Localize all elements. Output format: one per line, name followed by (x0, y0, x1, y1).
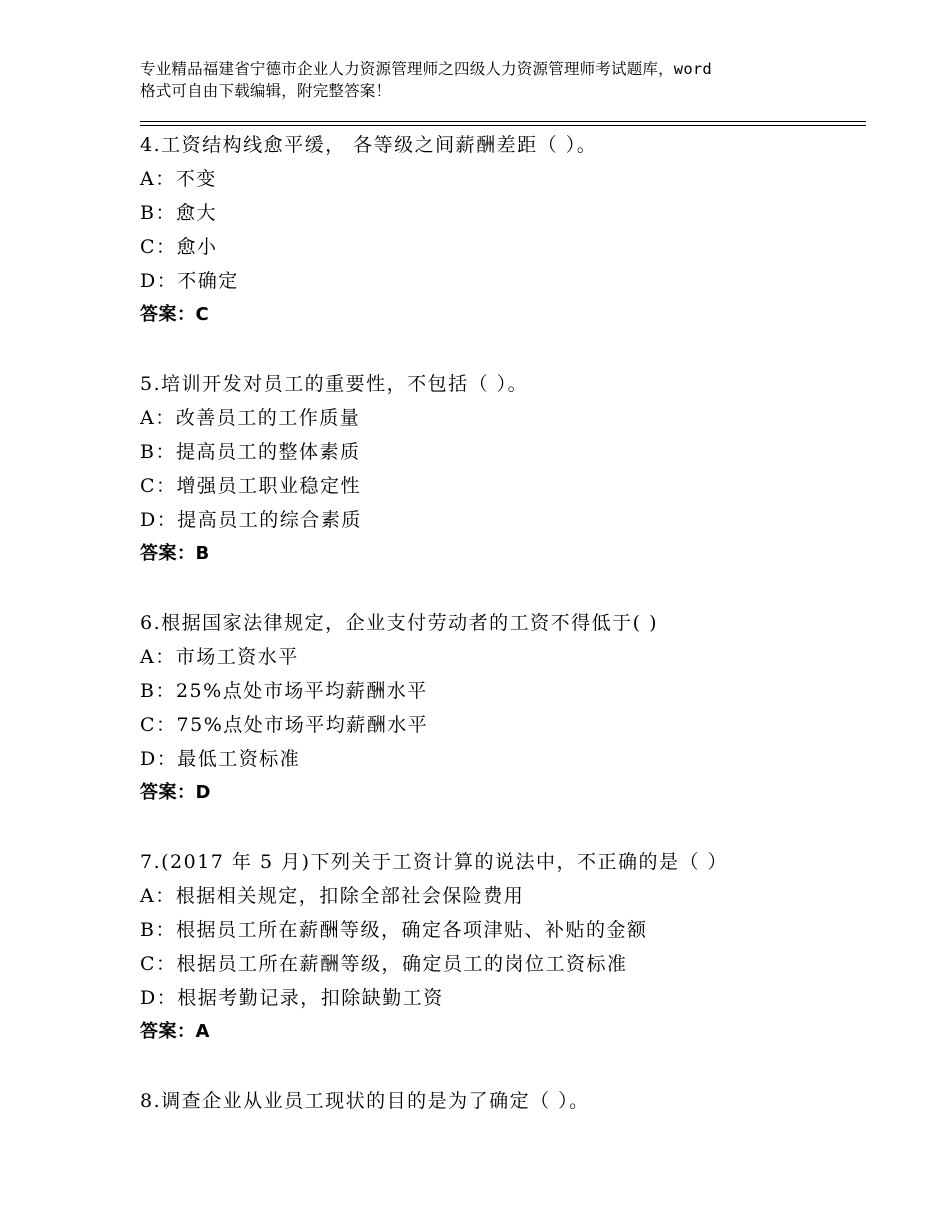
option-b: B：提高员工的整体素质 (140, 441, 361, 463)
spacer (140, 332, 866, 367)
spacer (140, 571, 866, 606)
question-item (140, 845, 866, 1049)
header-divider (140, 121, 866, 122)
option-b: B：25%点处市场平均薪酬水平 (140, 680, 428, 702)
header-divider-thin (140, 125, 866, 126)
option-a: A：根据相关规定，扣除全部社会保险费用 (140, 885, 525, 907)
question-list (140, 128, 866, 1118)
spacer (140, 1049, 866, 1084)
answer-label: 答案：A (140, 1021, 210, 1042)
question-item (140, 606, 866, 810)
option-a: A：改善员工的工作质量 (140, 407, 361, 429)
option-b: B：根据员工所在薪酬等级，确定各项津贴、补贴的金额 (140, 919, 648, 941)
option-d: D：最低工资标准 (140, 748, 301, 770)
header-line-2: 格式可自由下载编辑，附完整答案！ (140, 82, 392, 100)
question-stem: 8.调查企业从业员工现状的目的是为了确定（ ）。 (140, 1090, 590, 1112)
question-stem: 6.根据国家法律规定，企业支付劳动者的工资不得低于( ) (140, 612, 658, 634)
question-stem: 4.工资结构线愈平缓， 各等级之间薪酬差距（ ）。 (140, 134, 598, 156)
option-d: D：提高员工的综合素质 (140, 509, 362, 531)
document-header (140, 58, 840, 102)
answer-label: 答案：B (140, 543, 210, 564)
answer-label: 答案：C (140, 304, 210, 325)
option-b: B：愈大 (140, 202, 217, 224)
option-c: C：75%点处市场平均薪酬水平 (140, 714, 429, 736)
question-item (140, 1084, 866, 1118)
spacer (140, 810, 866, 845)
option-c: C：愈小 (140, 236, 218, 258)
header-line-1: 专业精品福建省宁德市企业人力资源管理师之四级人力资源管理师考试题库，word (140, 60, 712, 78)
option-a: A：不变 (140, 168, 217, 190)
question-item (140, 128, 866, 332)
option-d: D：根据考勤记录，扣除缺勤工资 (140, 987, 444, 1009)
option-d: D：不确定 (140, 270, 239, 292)
question-stem: 7.(2017 年 5 月)下列关于工资计算的说法中，不正确的是（ ） (140, 851, 729, 873)
question-stem: 5.培训开发对员工的重要性，不包括（ ）。 (140, 373, 529, 395)
option-c: C：增强员工职业稳定性 (140, 475, 362, 497)
answer-label: 答案：D (140, 782, 211, 803)
option-a: A：市场工资水平 (140, 646, 299, 668)
question-item (140, 367, 866, 571)
option-c: C：根据员工所在薪酬等级，确定员工的岗位工资标准 (140, 953, 628, 975)
